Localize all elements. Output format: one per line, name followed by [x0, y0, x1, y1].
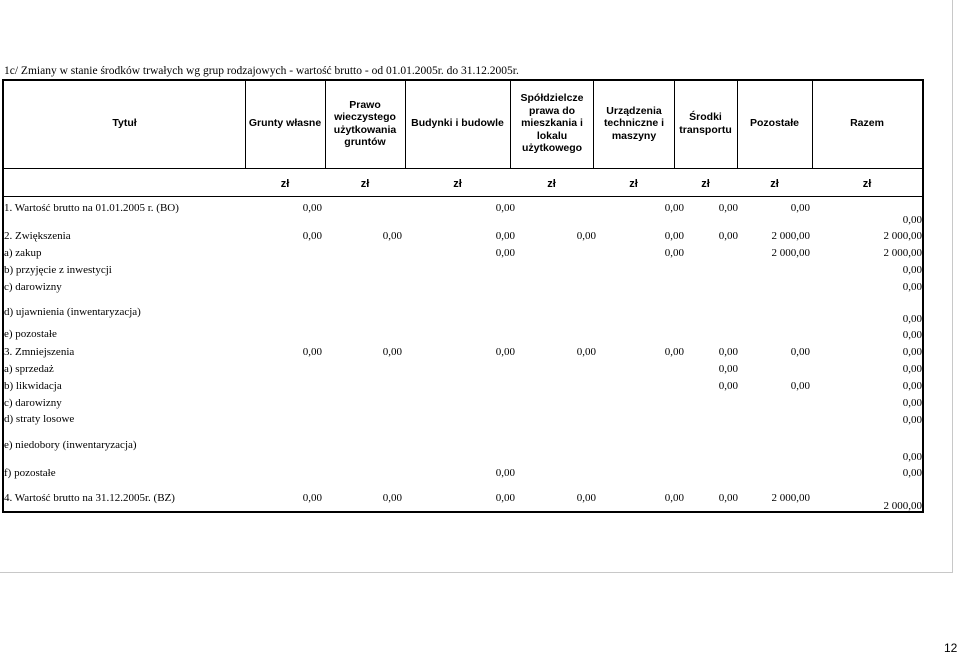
cell-value: 0,00 [576, 346, 596, 358]
header-pozostale: Pozostałe [749, 117, 799, 130]
cell-value: 0,00 [718, 380, 738, 392]
cell-value: 0,00 [576, 230, 596, 242]
unit-c6: zł [701, 178, 710, 190]
header-divider [510, 79, 511, 168]
cell-value: 0,00 [495, 467, 515, 479]
cell-value: 0,00 [664, 202, 684, 214]
cell-value: 0,00 [382, 492, 402, 504]
cell-value: 2 000,00 [883, 230, 922, 242]
row-label: a) zakup [4, 247, 42, 259]
cell-value: 0,00 [902, 281, 922, 293]
row-label: f) pozostałe [4, 467, 56, 479]
cell-value: 0,00 [495, 230, 515, 242]
cell-value: 0,00 [664, 247, 684, 259]
cell-value: 0,00 [902, 380, 922, 392]
cell-value: 0,00 [664, 346, 684, 358]
cell-value: 0,00 [302, 492, 322, 504]
cell-value: 0,00 [302, 230, 322, 242]
table-caption: 1c/ Zmiany w stanie środków trwałych wg grup rodzajowych - wartość brutto - od 01.01.2005r. do 31.12.2005r. [4, 65, 519, 77]
row-label: 1. Wartość brutto na 01.01.2005 r. (BO) [4, 202, 179, 214]
row-label: e) niedobory (inwentaryzacja) [4, 439, 137, 451]
row-label: e) pozostałe [4, 328, 57, 340]
cell-value: 0,00 [495, 202, 515, 214]
cell-value: 0,00 [902, 346, 922, 358]
cell-value: 0,00 [902, 414, 922, 426]
cell-value: 0,00 [790, 202, 810, 214]
cell-value: 0,00 [902, 264, 922, 276]
cell-value: 0,00 [382, 346, 402, 358]
cell-value: 0,00 [302, 202, 322, 214]
cell-value: 0,00 [718, 346, 738, 358]
cell-value: 0,00 [902, 451, 922, 463]
unit-c7: zł [770, 178, 779, 190]
unit-c5: zł [629, 178, 638, 190]
cell-value: 2 000,00 [771, 247, 810, 259]
cell-value: 0,00 [718, 202, 738, 214]
cell-value: 0,00 [790, 380, 810, 392]
row-label: d) straty losowe [4, 413, 75, 425]
header-spoldzielcze: Spółdzielcze prawa do mieszkania i lokalu użytkowego [520, 92, 584, 155]
row-label: 2. Zwiększenia [4, 230, 71, 242]
cell-value: 0,00 [495, 346, 515, 358]
cell-value: 2 000,00 [883, 500, 922, 512]
cell-value: 0,00 [902, 214, 922, 226]
cell-value: 2 000,00 [771, 230, 810, 242]
header-urzadzenia: Urządzenia techniczne i maszyny [603, 104, 665, 142]
header-prawo-wieczystego: Prawo wieczystego użytkowania gruntów [333, 98, 397, 148]
cell-value: 0,00 [902, 363, 922, 375]
cell-value: 0,00 [576, 492, 596, 504]
cell-value: 0,00 [664, 230, 684, 242]
cell-value: 0,00 [382, 230, 402, 242]
page-number: 12 [944, 641, 958, 655]
row-label: 4. Wartość brutto na 31.12.2005r. (BZ) [4, 492, 175, 504]
cell-value: 2 000,00 [771, 492, 810, 504]
row-label: 3. Zmniejszenia [4, 346, 75, 358]
cell-value: 0,00 [902, 329, 922, 341]
row-label: b) likwidacja [4, 380, 62, 392]
cell-value: 2 000,00 [883, 247, 922, 259]
row-label: c) darowizny [4, 397, 62, 409]
cell-value: 0,00 [902, 397, 922, 409]
units-bottom-rule [2, 196, 924, 197]
cell-value: 0,00 [718, 363, 738, 375]
row-label: a) sprzedaż [4, 363, 54, 375]
cell-value: 0,00 [495, 492, 515, 504]
cell-value: 0,00 [495, 247, 515, 259]
cell-value: 0,00 [302, 346, 322, 358]
header-budynki: Budynki i budowle [411, 117, 504, 130]
unit-c1: zł [280, 178, 290, 190]
cell-value: 0,00 [664, 492, 684, 504]
row-label: c) darowizny [4, 281, 62, 293]
cell-value: 0,00 [790, 346, 810, 358]
header-tytul: Tytuł [112, 117, 137, 130]
header-srodki-transportu: Środki transportu [679, 111, 732, 136]
unit-c4: zł [547, 178, 556, 190]
unit-c8: zł [862, 178, 872, 190]
row-label: b) przyjęcie z inwestycji [4, 264, 112, 276]
row-label: d) ujawnienia (inwentaryzacja) [4, 306, 141, 318]
header-razem: Razem [850, 117, 884, 130]
cell-value: 0,00 [718, 230, 738, 242]
header-grunty-wlasne: Grunty własne [248, 117, 322, 130]
unit-c3: zł [453, 178, 462, 190]
cell-value: 0,00 [718, 492, 738, 504]
header-bottom-rule [2, 168, 924, 169]
cell-value: 0,00 [902, 313, 922, 325]
unit-c2: zł [360, 178, 370, 190]
cell-value: 0,00 [902, 467, 922, 479]
